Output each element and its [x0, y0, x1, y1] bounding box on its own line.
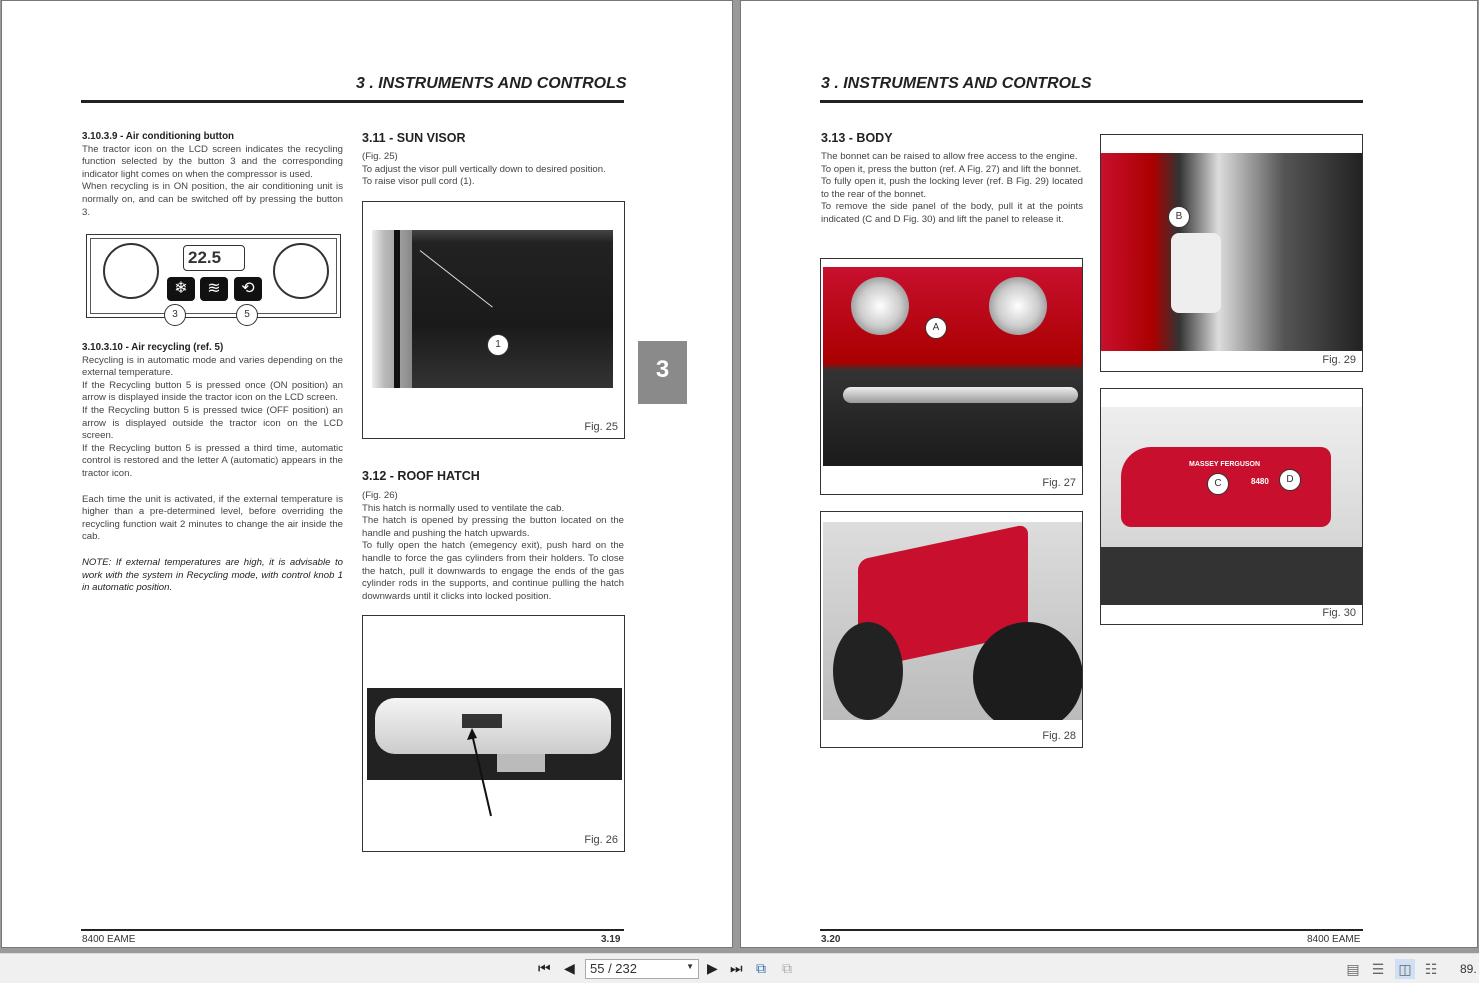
paragraph: If the Recycling button 5 is pressed a third time, automatic control is restored and the letter A (automatic) appears in the tractor icon. [82, 442, 343, 479]
tractor-bonnet-open-photo [823, 522, 1082, 720]
figure-caption: Fig. 30 [1322, 607, 1356, 619]
defrost-button: ≋ [200, 277, 228, 301]
page-number: 3.19 [601, 934, 621, 945]
paragraph: If the Recycling button 5 is pressed once (ON position) an arrow is displayed inside the tractor icon on the LCD screen. [82, 379, 343, 404]
figure-27 [820, 258, 1083, 495]
figure-28 [820, 511, 1083, 748]
sun-visor-photo [372, 230, 613, 388]
note: NOTE: If external temperatures are high, it is advisable to work with the system in Recycling mode, with control knob 1 in automatic position. [82, 556, 343, 594]
continuous-facing-view-icon[interactable]: ☷ [1424, 961, 1438, 977]
paragraph: To adjust the visor pull vertically down to desired position. [362, 163, 606, 175]
left-page [1, 0, 733, 948]
callout-b: B [1168, 206, 1190, 228]
callout-d: D [1279, 469, 1301, 491]
paragraph: (Fig. 25) [362, 151, 398, 162]
continuous-view-icon[interactable]: ☰ [1371, 961, 1385, 977]
paragraph: To raise visor pull cord (1). [362, 176, 475, 188]
figure-caption: Fig. 27 [1042, 477, 1076, 489]
footer-model: 8400 EAME [1307, 934, 1361, 945]
paragraph: This hatch is normally used to ventilate the cab. [362, 502, 565, 514]
paragraph: To fully open the hatch (emegency exit), push hard on the handle to force the gas cylinders from their holders. To close the hatch, pull it downwards to engage the ends of the gas cylinder rods in the supports, and continue pulling the hatch downwards until it clicks into locked position. [362, 540, 624, 602]
figure-29 [1100, 134, 1363, 372]
callout-3: 3 [164, 304, 186, 326]
paragraph: To open it, press the button (ref. A Fig. 27) and lift the bonnet. [821, 163, 1082, 175]
section-title: 3.10.3.10 - Air recycling (ref. 5) [82, 342, 224, 353]
page-header: 3 . INSTRUMENTS AND CONTROLS [356, 75, 627, 92]
locking-lever-photo [1101, 153, 1362, 351]
previous-view-icon[interactable]: ⧉ [756, 960, 766, 976]
control-panel-diagram [86, 234, 341, 318]
section-title-body: 3.13 - BODY [821, 131, 893, 145]
knob-right [273, 243, 329, 299]
section-ac-button [82, 131, 343, 219]
next-view-icon[interactable]: ⧉ [782, 960, 792, 976]
section-title-sun-visor: 3.11 - SUN VISOR [362, 131, 466, 145]
dropdown-icon[interactable]: ▼ [686, 962, 694, 971]
ac-button: ❄ [167, 277, 195, 301]
zoom-level[interactable]: 89. [1460, 962, 1477, 976]
page-number: 3.20 [821, 934, 841, 945]
previous-page-icon[interactable]: ◀ [564, 960, 575, 976]
callout-c: C [1207, 473, 1229, 495]
paragraph: The hatch is opened by pressing the button located on the handle and pushing the hatch upwards. [362, 515, 624, 539]
paragraph: The tractor icon on the LCD screen indicates the recycling function selected by the button 3 and the corresponding indicator light comes on when the compressor is used. [82, 143, 343, 180]
last-page-icon[interactable]: ⏭ [730, 960, 743, 976]
header-rule [81, 100, 624, 103]
callout-5: 5 [236, 304, 258, 326]
page-number-value: 55 / 232 [590, 961, 637, 976]
section-air-recycling [82, 342, 343, 595]
paragraph: Recycling is in automatic mode and varies depending on the external temperature. [82, 354, 343, 379]
section-title-roof-hatch: 3.12 - ROOF HATCH [362, 469, 480, 483]
footer-rule [820, 929, 1363, 931]
arrow-icon [463, 726, 503, 821]
figure-caption: Fig. 26 [584, 834, 618, 846]
pdf-toolbar [0, 953, 1479, 983]
side-panel-photo [1101, 407, 1362, 605]
chapter-tab: 3 [638, 341, 687, 404]
recycle-button: ⟲ [234, 277, 262, 301]
figure-caption: Fig. 29 [1322, 354, 1356, 366]
roof-hatch-text [362, 490, 624, 603]
page-header: 3 . INSTRUMENTS AND CONTROLS [821, 75, 1092, 92]
facing-view-icon[interactable]: ◫ [1395, 959, 1415, 979]
knob-left [103, 243, 159, 299]
bonnet-front-photo [823, 267, 1082, 466]
section-title: 3.10.3.9 - Air conditioning button [82, 131, 235, 142]
body-text [821, 151, 1083, 227]
paragraph: The bonnet can be raised to allow free access to the engine. [821, 151, 1078, 162]
paragraph: When recycling is in ON position, the air conditioning unit is normally on, and can be switched off by pressing the button 3. [82, 181, 343, 218]
lcd-display: 22.5 [183, 245, 245, 271]
next-page-icon[interactable]: ▶ [707, 960, 718, 976]
figure-26 [362, 615, 625, 852]
footer-model: 8400 EAME [82, 934, 136, 945]
model-label: 8480 [1251, 477, 1269, 486]
single-page-view-icon[interactable]: ▤ [1346, 961, 1360, 977]
paragraph: Each time the unit is activated, if the external temperature is higher than a pre-determined level, before overriding the recycling function wait 2 minutes to change the air inside the cab. [82, 493, 343, 543]
paragraph: (Fig. 26) [362, 490, 398, 501]
callout-1: 1 [487, 334, 509, 356]
first-page-icon[interactable]: ⏮ [538, 960, 551, 976]
header-rule [820, 100, 1363, 103]
sun-visor-text [362, 151, 624, 189]
figure-30 [1100, 388, 1363, 625]
paragraph: To remove the side panel of the body, pull it at the points indicated (C and D Fig. 30) and lift the panel to release it. [821, 201, 1083, 225]
paragraph: To fully open it, push the locking lever (ref. B Fig. 29) located to the rear of the bonnet. [821, 176, 1083, 200]
page-number-field[interactable] [585, 959, 699, 979]
figure-caption: Fig. 28 [1042, 730, 1076, 742]
callout-a: A [925, 317, 947, 339]
footer-rule [81, 929, 624, 931]
paragraph: If the Recycling button 5 is pressed twice (OFF position) an arrow is displayed outside the tractor icon on the LCD screen. [82, 404, 343, 442]
figure-25 [362, 201, 625, 439]
brand-label: MASSEY FERGUSON [1189, 461, 1261, 468]
right-page [740, 0, 1478, 948]
figure-caption: Fig. 25 [584, 421, 618, 433]
